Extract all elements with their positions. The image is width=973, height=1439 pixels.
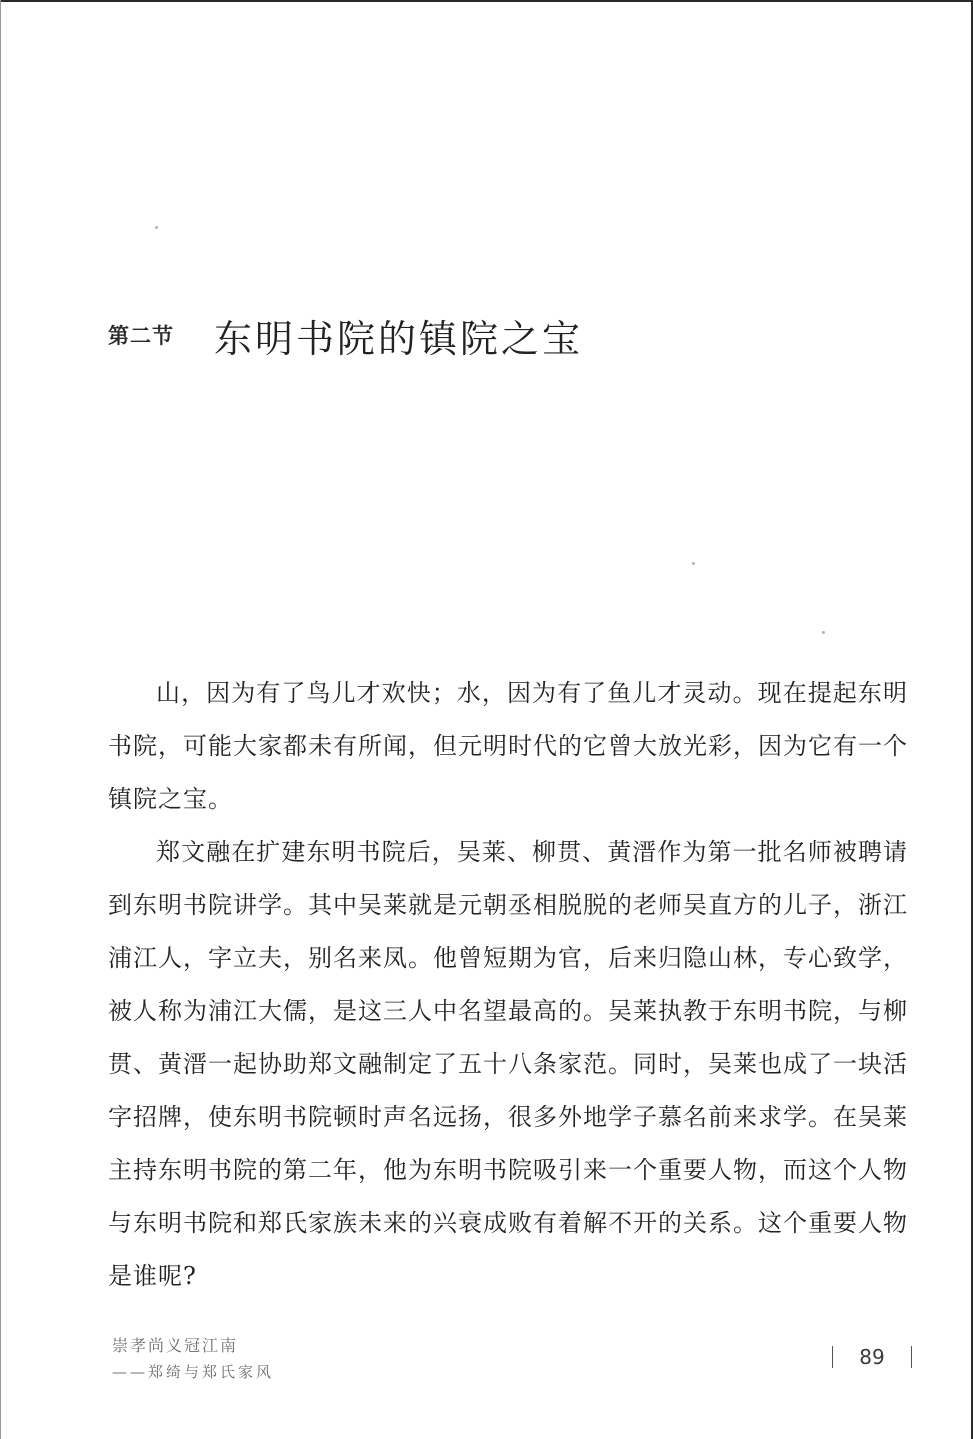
section-number: 第二节 [108, 324, 174, 348]
page-number: 89 [859, 1345, 885, 1369]
paragraph-2: 郑文融在扩建东明书院后，吴莱、柳贯、黄溍作为第一批名师被聘请到东明书院讲学。其中吴莱就是元朝丞相脱脱的老师吴直方的儿子，浙江浦江人，字立夫，别名来凤。他曾短期为官，后来归隐山林，专心致学，被人称为浦江大儒，是这三人中名望最高的。吴莱执教于东明书院，与柳贯、黄溍一起协助郑文融制定了五十八条家范。同时，吴莱也成了一块活字招牌，使东明书院顿时声名远扬，很多外地学子慕名前来求学。在吴莱主持东明书院的第二年，他为东明书院吸引来一个重要人物，而这个人物与东明书院和郑氏家族未来的兴衰成败有着解不开的关系。这个重要人物是谁呢? [108, 838, 908, 1290]
page-edge-top [0, 0, 973, 2]
scan-speck [822, 631, 825, 634]
paragraph-1: 山，因为有了鸟儿才欢快；水，因为有了鱼儿才灵动。现在提起东明书院，可能大家都未有所闻，但元明时代的它曾大放光彩，因为它有一个镇院之宝。 [108, 679, 908, 813]
page-number-divider-left [832, 1346, 833, 1368]
scan-speck [692, 562, 695, 565]
section-title: 东明书院的镇院之宝 [214, 316, 584, 361]
footer-book-subtitle: ——郑绮与郑氏家风 [112, 1363, 275, 1381]
page-edge-left [0, 0, 1, 1439]
scan-speck [155, 226, 158, 229]
page-number-box [832, 1342, 912, 1372]
section-heading [108, 300, 583, 370]
footer-book-title: 崇孝尚义冠江南 [112, 1336, 239, 1355]
footer-book-info [112, 1333, 274, 1385]
body-text [108, 667, 908, 1303]
page-number-divider-right [911, 1346, 912, 1368]
